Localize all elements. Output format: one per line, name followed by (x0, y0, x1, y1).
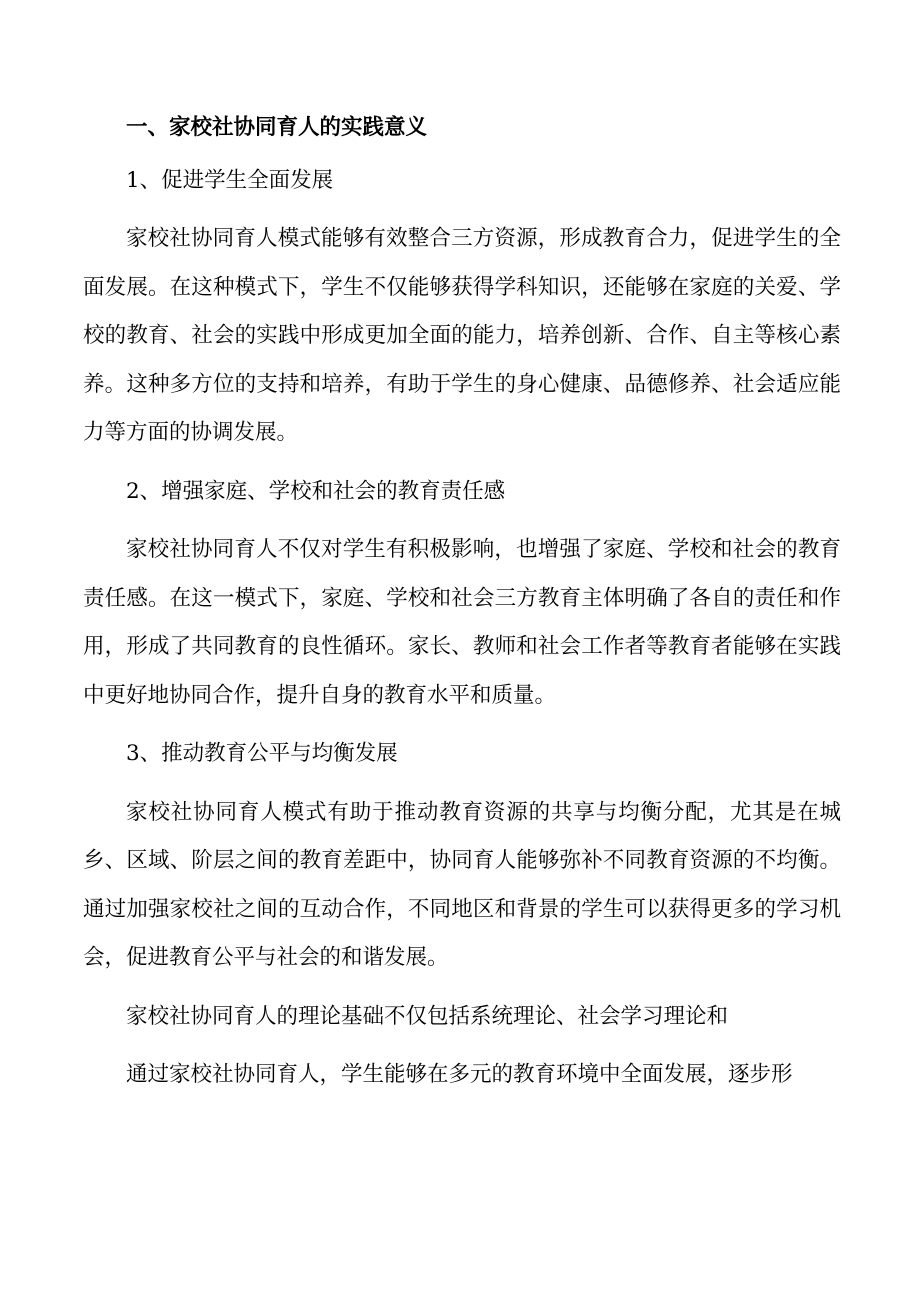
section-title: 一、家校社协同育人的实践意义 (126, 115, 428, 140)
trailing-paragraph-1: 家校社协同育人的理论基础不仅包括系统理论、社会学习理论和 (126, 1003, 729, 1029)
subsection-heading-1: 1、促进学生全面发展 (126, 167, 334, 193)
paragraph-2: 家校社协同育人不仅对学生有积极影响，也增强了家庭、学校和社会的教育责任感。在这一模式下，家庭、学校和社会三方教育主体明确了各自的责任和作用，形成了共同教育的良性循环。家长、教师和社会工作者等教育者能够在实践中更好地协同合作，提升自身的教育水平和质量。 (83, 537, 841, 708)
paragraph-1: 家校社协同育人模式能够有效整合三方资源，形成教育合力，促进学生的全面发展。在这种模式下，学生不仅能够获得学科知识，还能够在家庭的关爱、学校的教育、社会的实践中形成更加全面的能力，培养创新、合作、自主等核心素养。这种多方位的支持和培养，有助于学生的身心健康、品德修养、社会适应能力等方面的协调发展。 (83, 226, 841, 445)
document-body (83, 104, 841, 1100)
trailing-paragraph-2: 通过家校社协同育人，学生能够在多元的教育环境中全面发展，逐步形 (126, 1062, 793, 1087)
paragraph-3: 家校社协同育人模式有助于推动教育资源的共享与均衡分配，尤其是在城乡、区域、阶层之间的教育差距中，协同育人能够弥补不同教育资源的不均衡。通过加强家校社之间的互动合作，不同地区和背景的学生可以获得更多的学习机会，促进教育公平与社会的和谐发展。 (83, 799, 841, 970)
subsection-heading-2: 2、增强家庭、学校和社会的教育责任感 (126, 478, 506, 504)
subsection-heading-3: 3、推动教育公平与均衡发展 (126, 741, 398, 766)
